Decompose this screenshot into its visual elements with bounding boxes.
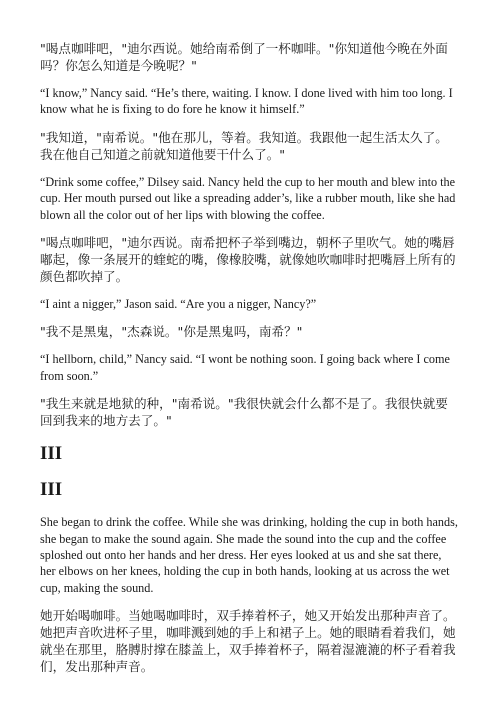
- section-heading: III: [40, 479, 63, 501]
- paragraph-zh: "喝点咖啡吧，"迪尔西说。南希把杯子举到嘴边，朝杯子里吹气。她的嘴唇嘟起，像一条展开的蝰蛇的嘴，像橡胶嘴，就像她吹咖啡时把嘴唇上所有的颜色都吹掉了。: [40, 235, 456, 285]
- section-heading: III: [40, 443, 63, 465]
- paragraph-zh: "我不是黑鬼，"杰森说。"你是黑鬼吗，南希？": [40, 324, 303, 340]
- paragraph-zh: "我知道，"南希说。"他在那儿，等着。我知道。我跟他一起生活太久了。我在他自己知道之前就知道他要干什么了。": [40, 129, 448, 162]
- paragraph-en: “Drink some coffee,” Dilsey said. Nancy held the cup to her mouth and blew into the cup. Her mouth pursed out like a spreading adder’s, like a rubber mouth, like she had blown all the color out of her lips with blowing the coffee.: [40, 174, 456, 222]
- paragraph-en: “I know,” Nancy said. “He’s there, waiting. I know. I done lived with him too long. I know what he is fixing to do fore he know it himself.”: [40, 86, 453, 117]
- paragraph-en: She began to drink the coffee. While she was drinking, holding the cup in both hands, she began to make the sound again. She made the sound into the cup and the coffee sploshed out onto her hands and her dress. Her eyes looked at us and she sat there, her elbows on her knees, holding the cup in both hands, looking at us across the wet cup, making the sound.: [40, 515, 458, 595]
- paragraph-en: “I aint a nigger,” Jason said. “Are you a nigger, Nancy?”: [40, 297, 317, 312]
- paragraph-en: “I hellborn, child,” Nancy said. “I wont be nothing soon. I going back where I come from soon.”: [40, 352, 450, 383]
- paragraph-zh: "喝点咖啡吧，"迪尔西说。她给南希倒了一杯咖啡。"你知道他今晚在外面吗？你怎么知道是今晚呢？": [40, 41, 448, 73]
- paragraph-zh: "我生来就是地狱的种，"南希说。"我很快就会什么都不是了。我很快就要回到我来的地方去了。": [40, 396, 448, 429]
- paragraph-zh: 她开始喝咖啡。当她喝咖啡时，双手捧着杯子，她又开始发出那种声音了。她把声音吹进杯子里，咖啡溅到她的手上和裙子上。她的眼睛看着我们，她就坐在那里，胳膊肘撑在膝盖上，双手捧着杯子，隔着湿漉漉的杯子看着我们，发出那种声音。: [40, 608, 456, 675]
